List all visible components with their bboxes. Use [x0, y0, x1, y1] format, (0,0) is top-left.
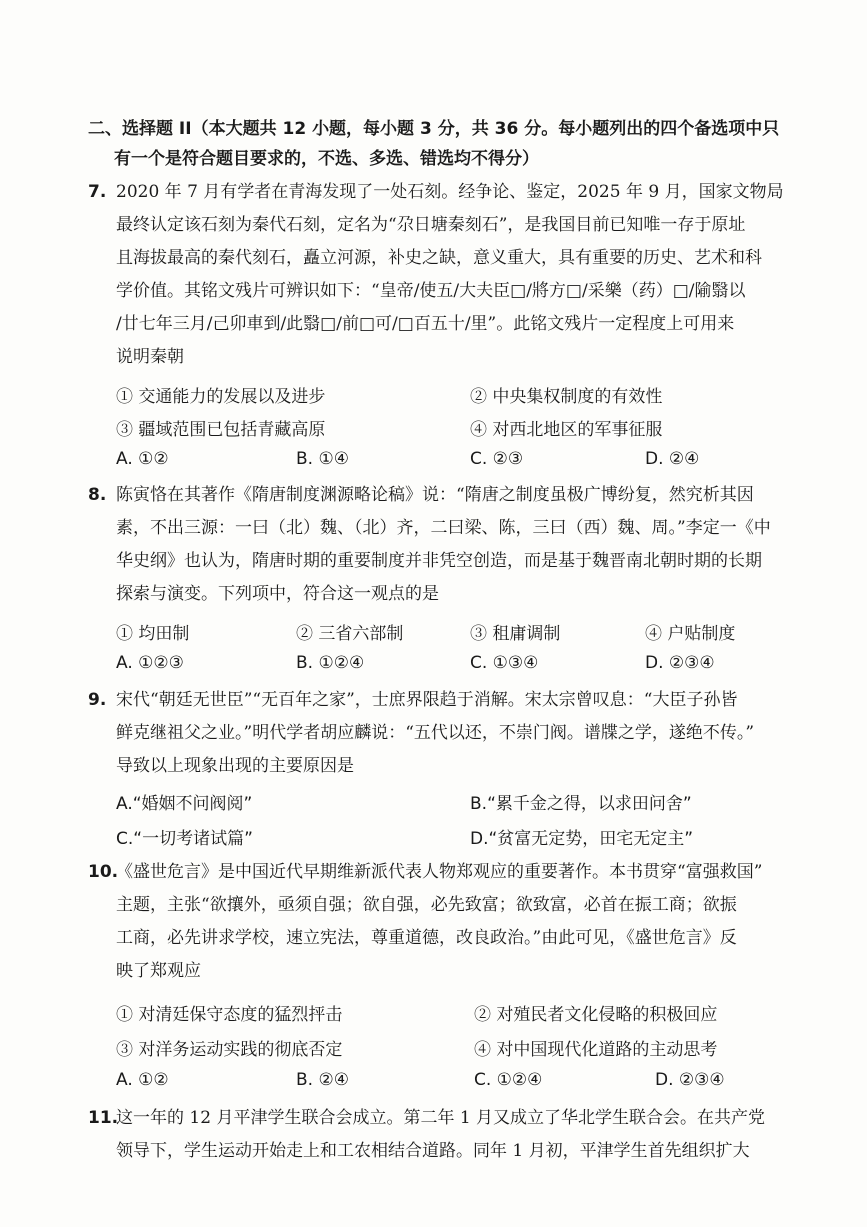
question-number: 10.	[88, 862, 119, 882]
statement-item: ① 均田制	[116, 624, 190, 644]
question-line: 素，不出三源：一曰（北）魏、（北）齐，二曰梁、陈，三曰（西）魏、周。”李定一《中	[116, 518, 771, 538]
statement-item: ③ 租庸调制	[470, 624, 561, 644]
question-line: 工商，必先讲求学校，速立宪法，尊重道德，改良政治。”由此可见，《盛世危言》反	[116, 928, 737, 948]
statement-item: ④ 对中国现代化道路的主动思考	[474, 1040, 718, 1060]
question-line: 领导下，学生运动开始走上和工农相结合道路。同年 1 月初，平津学生首先组织扩大	[116, 1141, 750, 1161]
question-line: 说明秦朝	[116, 347, 184, 367]
section-title-line2: 有一个是符合题目要求的，不选、多选、错选均不得分）	[114, 149, 539, 169]
answer-choice-d[interactable]: D. ②③④	[645, 653, 715, 673]
question-line: 学价值。其铭文残片可辨识如下：“皇帝/使五/大夫臣□/將方□/采樂（药）□/隃翳以	[116, 281, 746, 301]
statement-item: ② 三省六部制	[296, 624, 404, 644]
answer-choice-a[interactable]: A. ①②	[116, 449, 169, 469]
section-title-line1: 二、选择题 II（本大题共 12 小题，每小题 3 分，共 36 分。每小题列出的四个备选项中只	[88, 119, 780, 139]
statement-item: ① 对清廷保守态度的猛烈抨击	[116, 1005, 343, 1025]
statement-item: ① 交通能力的发展以及进步	[116, 387, 326, 407]
answer-choice-c[interactable]: C. ②③	[470, 449, 524, 469]
answer-choice-d[interactable]: D. ②③④	[655, 1070, 725, 1090]
answer-choice-b[interactable]: B. ①②④	[296, 653, 365, 673]
statement-item: ② 对殖民者文化侵略的积极回应	[474, 1005, 718, 1025]
statement-item: ② 中央集权制度的有效性	[470, 387, 663, 407]
statement-item: ③ 疆域范围已包括青藏高原	[116, 420, 326, 440]
answer-choice-a[interactable]: A.“婚姻不问阀阅”	[116, 794, 253, 814]
section-header	[88, 114, 818, 174]
statement-item: ③ 对洋务运动实践的彻底否定	[116, 1040, 343, 1060]
answer-choice-b[interactable]: B.“累千金之得，以求田问舍”	[470, 794, 692, 814]
question-line: 宋代“朝廷无世臣”“无百年之家”，士庶界限趋于消解。宋太宗曾叹息：“大臣子孙皆	[116, 690, 738, 710]
question-line: 2020 年 7 月有学者在青海发现了一处石刻。经争论、鉴定，2025 年 9 月，国家文物局	[116, 182, 784, 202]
answer-choice-b[interactable]: B. ①④	[296, 449, 349, 469]
question-line: 《盛世危言》是中国近代早期维新派代表人物郑观应的重要著作。本书贯穿“富强救国”	[116, 862, 763, 882]
statement-item: ④ 对西北地区的军事征服	[470, 420, 663, 440]
answer-choice-a[interactable]: A. ①②	[116, 1070, 169, 1090]
answer-choice-d[interactable]: D. ②④	[645, 449, 700, 469]
question-line: 主题，主张“欲攘外，亟须自强；欲自强，必先致富；欲致富，必首在振工商；欲振	[116, 895, 737, 915]
answer-choice-c[interactable]: C.“一切考诸试篇”	[116, 829, 253, 849]
question-line: 映了郑观应	[116, 961, 201, 981]
question-number: 9.	[88, 690, 107, 710]
statement-item: ④ 户贴制度	[645, 624, 736, 644]
answer-choice-c[interactable]: C. ①③④	[470, 653, 539, 673]
question-line: 陈寅恪在其著作《隋唐制度渊源略论稿》说：“隋唐之制度虽极广博纷复，然究析其因	[116, 485, 754, 505]
question-number: 7.	[88, 182, 107, 202]
question-line: 导致以上现象出现的主要原因是	[116, 756, 354, 776]
question-number: 11.	[88, 1108, 119, 1128]
answer-choice-d[interactable]: D.“贫富无定势，田宅无定主”	[470, 829, 694, 849]
question-line: 最终认定该石刻为秦代石刻，定名为“尕日塘秦刻石”，是我国目前已知唯一存于原址	[116, 215, 746, 235]
question-line: 华史纲》也认为，隋唐时期的重要制度并非凭空创造，而是基于魏晋南北朝时期的长期	[116, 551, 762, 571]
question-line: 探索与演变。下列项中，符合这一观点的是	[116, 584, 439, 604]
question-number: 8.	[88, 485, 107, 505]
answer-choice-c[interactable]: C. ①②④	[474, 1070, 543, 1090]
answer-choice-b[interactable]: B. ②④	[296, 1070, 349, 1090]
question-line: 这一年的 12 月平津学生联合会成立。第二年 1 月又成立了华北学生联合会。在共产党	[116, 1108, 766, 1128]
question-line: 且海拔最高的秦代刻石，矗立河源，补史之缺，意义重大，具有重要的历史、艺术和科	[116, 248, 762, 268]
question-line: 鲜克继祖父之业。”明代学者胡应麟说：“五代以还，不崇门阀。谱牒之学，遂绝不传。”	[116, 723, 755, 743]
question-line: /廿七年三月/己卯車到/此翳□/前□可/□百五十/里”。此铭文残片一定程度上可用来	[116, 314, 735, 334]
answer-choice-a[interactable]: A. ①②③	[116, 653, 184, 673]
